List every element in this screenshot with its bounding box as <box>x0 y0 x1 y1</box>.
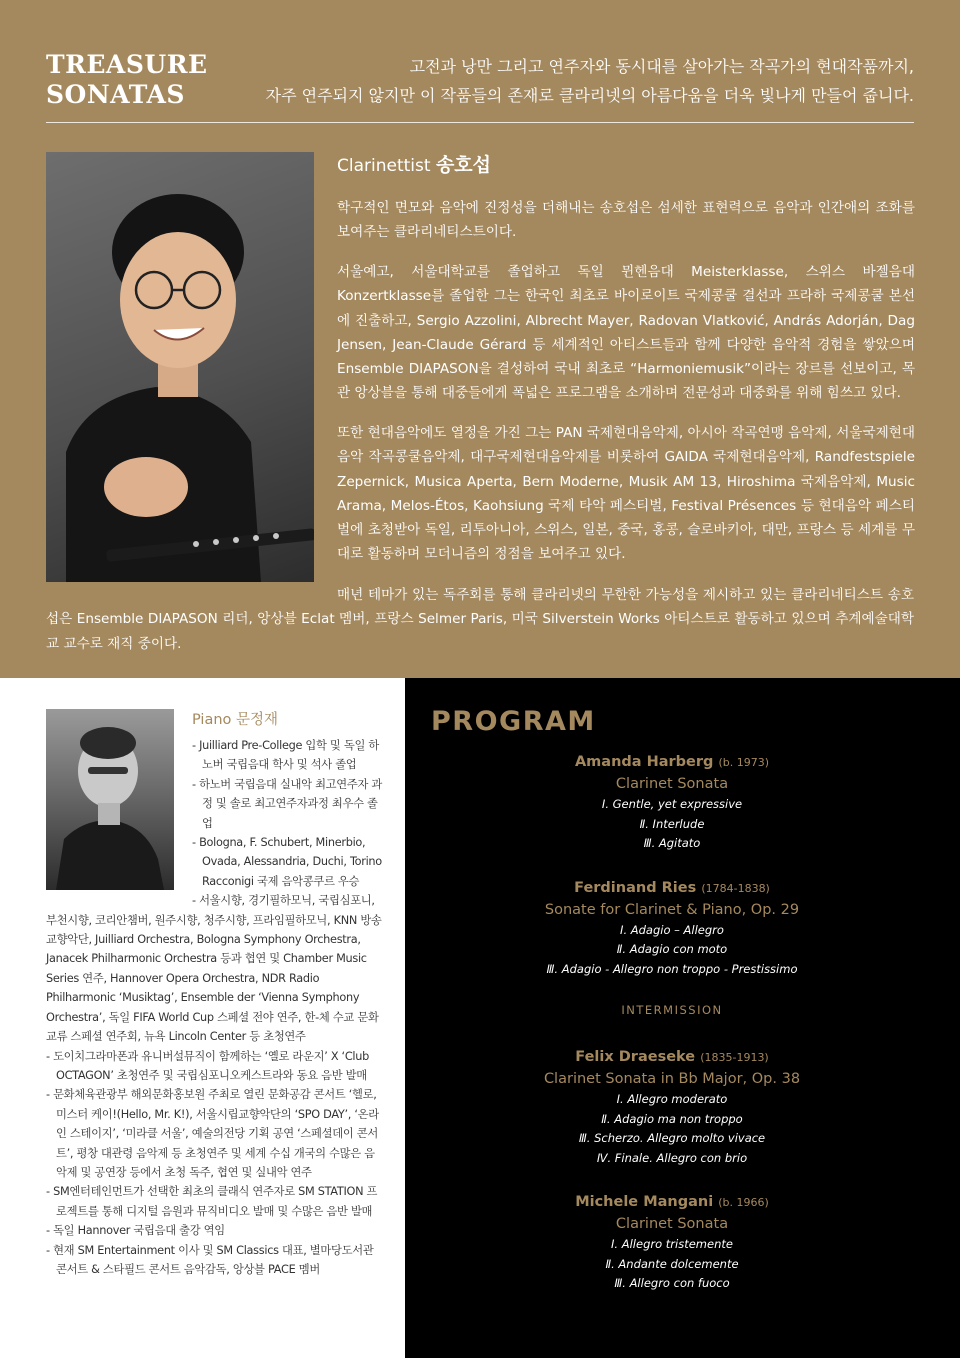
movement: Ⅰ. Gentle, yet expressive <box>601 797 743 811</box>
movement-list <box>405 1090 939 1168</box>
composer-years: (b. 1973) <box>718 756 770 769</box>
brand-line-1: TREASURE <box>46 50 208 79</box>
pianist-bio-item: - 문화체육관광부 해외문화홍보원 주최로 열린 문화공감 콘서트 ‘헬로, 미스터 케이!(Hello, Mr. K!), 서울시립교향악단의 ‘SPO DAY’, ‘온라인 스테이지’, ‘미라클 서울’, 예술의전당 기획 공연 ‘스페셜데이 콘서트’, 평창 대관령 음악제 등 초청연주 및 세계 수십 개국의 수많은 음악제 및 공연장 등에서 초청 독주, 협연 및 실내악 연주 <box>46 1088 379 1179</box>
composer-name-text: Amanda Harberg <box>574 754 714 770</box>
pianist-bio-item: - Juilliard Pre-College 입학 및 독일 하노버 국립음대 학사 및 석사 졸업 <box>192 739 379 772</box>
brand-title <box>46 50 208 110</box>
composer-years: (b. 1966) <box>718 1196 769 1209</box>
composer-name <box>405 880 939 896</box>
movement: Ⅲ. Adagio - Allegro non troppo - Prestissimo <box>546 961 798 976</box>
intro-text <box>194 52 914 110</box>
pianist-name: 문정재 <box>236 712 279 728</box>
movement: Ⅰ. Allegro moderato <box>616 1092 728 1106</box>
program-piece <box>405 754 939 854</box>
movement-list <box>405 795 939 854</box>
movement: Ⅲ. Scherzo. Allegro molto vivace <box>578 1131 766 1145</box>
clarinettist-photo <box>46 152 314 582</box>
composer-name <box>405 754 939 770</box>
program-piece <box>405 1194 939 1294</box>
movement: Ⅰ. Allegro tristemente <box>611 1237 733 1251</box>
composer-years: (1784-1838) <box>701 881 770 895</box>
movement: Ⅲ. Agitato <box>643 836 701 850</box>
pianist-bio-item: - 하노버 국립음대 실내악 최고연주자 과정 및 솔로 최고연주자과정 최우수 졸업 <box>192 777 383 830</box>
movement: Ⅱ. Andante dolcemente <box>605 1256 739 1271</box>
composer-name-text: Ferdinand Ries <box>574 879 697 896</box>
movement-list <box>405 1235 939 1294</box>
composer-name-text: Felix Draeseke <box>575 1049 696 1065</box>
work-title: Clarinet Sonata in Bb Major, Op. 38 <box>543 1071 801 1087</box>
pianist-bio-item: - Bologna, F. Schubert, Minerbio, Ovada, Alessandria, Duchi, Torino Racconigi 국제 음악콩쿠르 우승 <box>192 836 382 888</box>
movement-list <box>405 921 939 980</box>
movement: Ⅳ. Finale. Allegro con brio <box>596 1150 748 1165</box>
pianist-bio-item: - 서울시향, 경기필하모닉, 국립심포니, <box>192 894 375 908</box>
movement: Ⅰ. Adagio – Allegro <box>620 922 724 937</box>
clarinettist-section <box>0 0 960 678</box>
pianist-title <box>192 708 278 729</box>
intro-line-2: 자주 연주되지 않지만 이 작품들의 존재로 클라리넷의 아름다움을 더욱 빛나게 만들어 줍니다. <box>265 86 914 105</box>
program-section <box>405 678 960 1358</box>
intro-line-1: 고전과 낭만 그리고 연주자와 동시대를 살아가는 작곡가의 현대작품까지, <box>409 57 914 76</box>
intermission-label: INTERMISSION <box>621 1003 723 1017</box>
composer-name <box>405 1194 939 1210</box>
pianist-bio-item: - 현재 SM Entertainment 이사 및 SM Classics 대표, 별마당도서관 콘서트 & 스타필드 콘서트 음악감독, 앙상블 PACE 멤버 <box>46 1243 374 1276</box>
movement: Ⅲ. Allegro con fuoco <box>614 1276 730 1290</box>
pianist-bio-item: - 독일 Hannover 국립음대 출강 역임 <box>46 1224 225 1238</box>
header-divider <box>46 122 914 123</box>
program-piece <box>405 1049 939 1168</box>
pianist-role: Piano <box>192 712 232 728</box>
pianist-section <box>0 678 405 1358</box>
program-piece <box>405 880 939 980</box>
clarinettist-name: 송호섭 <box>435 154 492 176</box>
work-title: Sonate for Clarinet & Piano, Op. 29 <box>544 901 800 918</box>
work-title: Clarinet Sonata <box>615 776 729 792</box>
work-title: Clarinet Sonata <box>615 1216 729 1232</box>
composer-name <box>405 1049 939 1065</box>
clarinettist-role: Clarinettist <box>337 156 431 176</box>
clarinettist-bio-3: 또한 현대음악에도 열정을 가진 그는 PAN 국제현대음악제, 아시아 작곡연맹 음악제, 서울국제현대음악 작곡콩쿨음악제, 대구국제현대음악제를 비롯하여 GAIDA 국제현대음악제, Randfestspiele Zepernick, Musica Aperta, Bern Moderne, Musik AM 13, Hiroshima 국제음악제, Music Arama, Melos-Étos, Kaohsiung 국제 타악 페스티벌, Festival Présences 등 현대음악 페스티벌에 초청받아 독일, 리투아니아, 스위스, 일본, 중국, 홍콩, 슬로바키아, 대만, 프랑스 등 세계를 무대로 활동하며 모더니즘의 정점을 보여주고 있다. <box>337 425 915 563</box>
program-list <box>405 754 939 1320</box>
movement: Ⅱ. Interlude <box>639 816 705 831</box>
clarinettist-bio-1: 학구적인 면모와 음악에 진정성을 더해내는 송호섭은 섬세한 표현력으로 음악과 인간애의 조화를 보여주는 클라리네티스트이다. <box>337 200 915 241</box>
pianist-bio-item: 부천시향, 코리안챔버, 원주시향, 청주시향, 프라임필하모닉, KNN 방송교향악단, Juilliard Orchestra, Bologna Symphony Orchestra, Janacek Philharmonic Orchestra 등과 협연 및 Chamber Music Series 연주, Hannover Opera Orchestra, NDR Radio Philharmonic ‘Musiktag’, Ensemble der ‘Vienna Symphony Orchestra’, 독일 FIFA World Cup 스페셜 전야 연주, 한-체 수교 문화교류 스페셜 연주회, 뉴욕 Lincoln Center 등 초청연주 <box>46 913 382 1044</box>
pianist-bio-item: - SM엔터테인먼트가 선택한 최초의 클래식 연주자로 SM STATION 프로젝트를 통해 디지털 음원과 뮤직비디오 발매 및 수많은 음반 발매 <box>46 1185 378 1218</box>
composer-name-text: Michele Mangani <box>575 1194 714 1210</box>
movement: Ⅱ. Adagio ma non troppo <box>601 1111 743 1126</box>
movement: Ⅱ. Adagio con moto <box>616 942 728 956</box>
composer-years: (1835-1913) <box>700 1051 769 1064</box>
brand-line-2: SONATAS <box>46 80 185 109</box>
clarinettist-bio-4: 매년 테마가 있는 독주회를 통해 클라리넷의 무한한 가능성을 제시하고 있는 클라리네티스트 송호섭은 Ensemble DIAPASON 리더, 앙상블 Eclat 멤버, 프랑스 Selmer Paris, 미국 Silverstein Works 아티스트로 활동하고 있으며 추계예술대학교 교수로 재직 중이다. <box>46 587 914 652</box>
clarinettist-bio-2: 서울예고, 서울대학교를 졸업하고 독일 뮌헨음대 Meisterklasse, 스위스 바젤음대 Konzertklasse를 졸업한 그는 한국인 최초로 바이로이트 국제콩쿨 결선과 프라하 국제콩쿨 본선에 진출하고, Sergio Azzolini, Albrecht Mayer, Radovan Vlatković, András Adorján, Dag Jensen, Jean-Claude Gérard 등 세계적인 아티스트들과 함께 다양한 음악적 경험을 쌓았으며 Ensemble DIAPASON을 결성하여 국내 최초로 “Harmoniemusik”이라는 장르를 선보이고, 목관 앙상블을 통해 대중들에게 폭넓은 프로그램을 소개하며 전문성과 대중화를 위해 힘쓰고 있다. <box>337 264 915 402</box>
program-heading: PROGRAM <box>431 706 596 737</box>
pianist-bio <box>46 736 383 1279</box>
pianist-bio-item: - 도이치그라마폰과 유니버설뮤직이 함께하는 ‘옐로 라운지’ X ‘Club OCTAGON’ 초청연주 및 국립심포니오케스트라와 동요 음반 발매 <box>46 1049 369 1082</box>
clarinettist-title <box>337 152 491 179</box>
